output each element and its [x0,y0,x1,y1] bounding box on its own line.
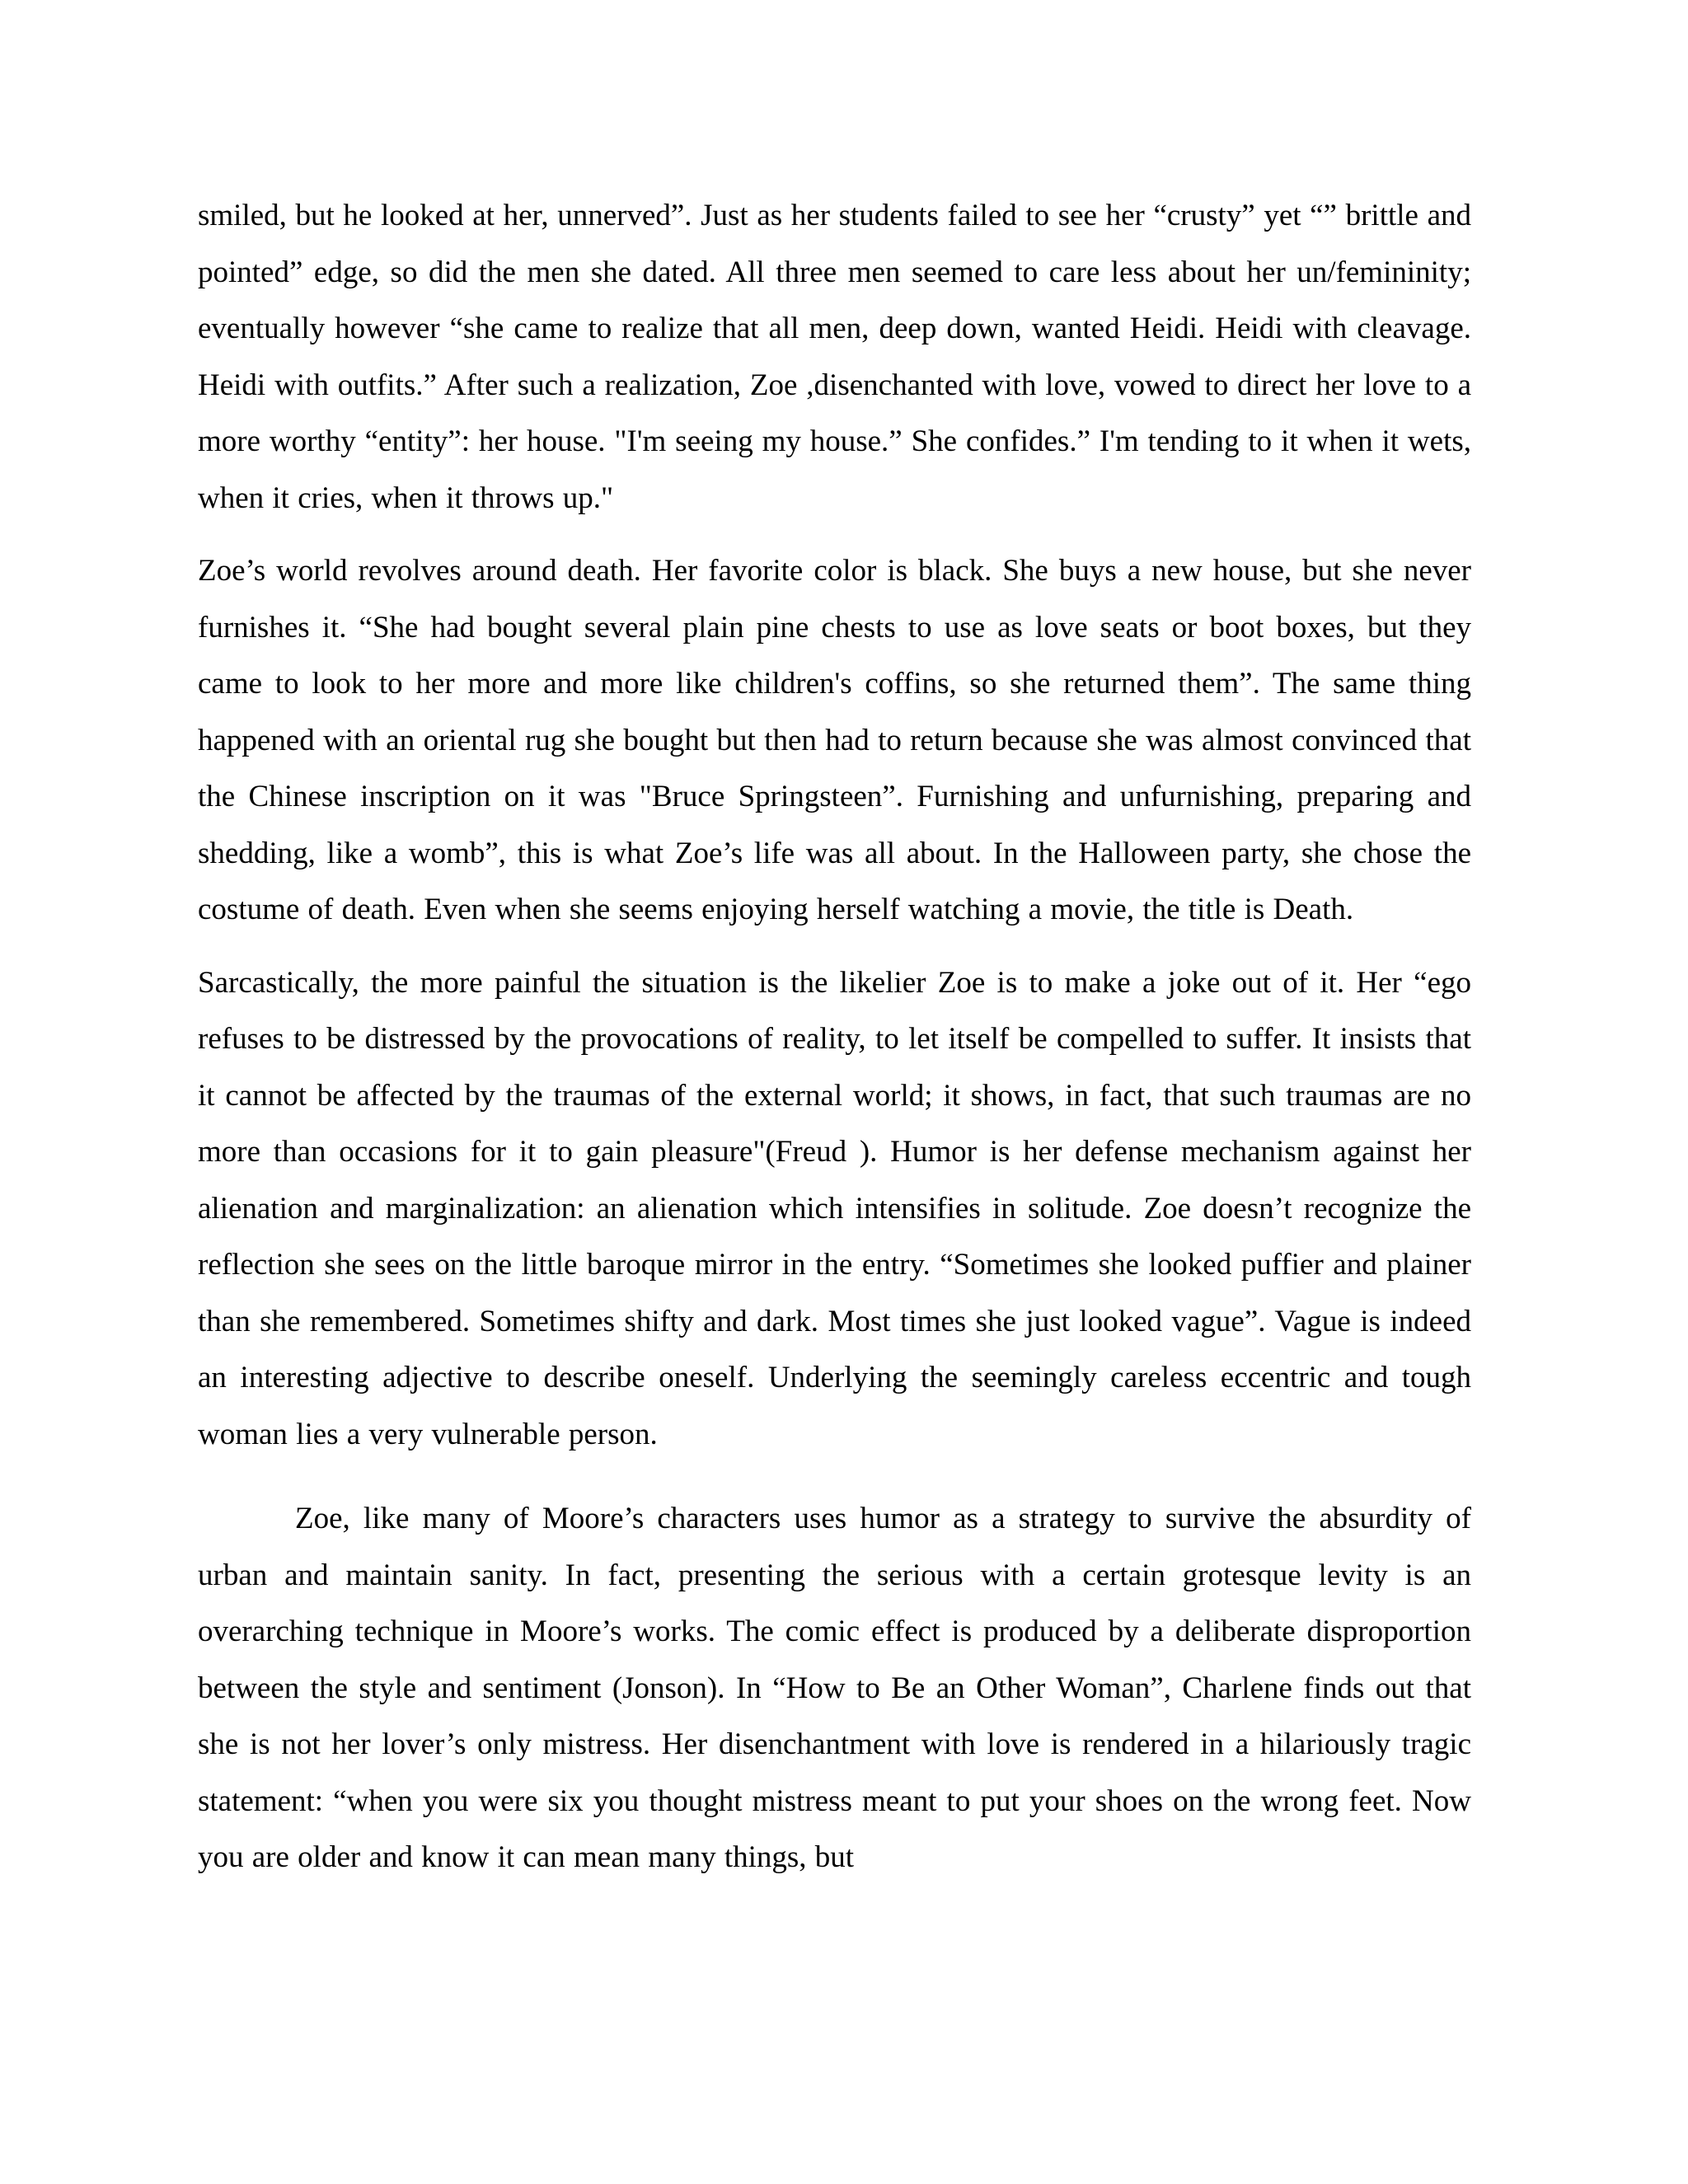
paragraph-4: Zoe, like many of Moore’s characters uses humor as a strategy to survive the absurdity of urban and maintain sanity. In fact, presenting the serious with a certain grotesque levity is an overarching technique in Moore’s works. The comic effect is produced by a deliberate disproportion between the style and sentiment (Jonson). In “How to Be an Other Woman”, Charlene finds out that she is not her lover’s only mistress. Her disenchantment with love is rendered in a hilariously tragic statement: “when you were six you thought mistress meant to put your shoes on the wrong feet. Now you are older and know it can mean many things, but [198,1502,1471,1874]
body-text [198,188,1471,1886]
paragraph-1: smiled, but he looked at her, unnerved”. Just as her students failed to see her “crusty” yet “” brittle and pointed” edge, so did the men she dated. All three men seemed to care less about her un/femininity; eventually however “she came to realize that all men, deep down, wanted Heidi. Heidi with cleavage. Heidi with outfits.” After such a realization, Zoe ,disenchanted with love, vowed to direct her love to a more worthy “entity”: her house. "I'm seeing my house.” She confides.” I'm tending to it when it wets, when it cries, when it throws up." [198,199,1471,515]
paragraph-2: Zoe’s world revolves around death. Her favorite color is black. She buys a new house, but she never furnishes it. “She had bought several plain pine chests to use as love seats or boot boxes, but they came to look to her more and more like children's coffins, so she returned them”. The same thing happened with an oriental rug she bought but then had to return because she was almost convinced that the Chinese inscription on it was "Bruce Springsteen”. Furnishing and unfurnishing, preparing and shedding, like a womb”, this is what Zoe’s life was all about. In the Halloween party, she chose the costume of death. Even when she seems enjoying herself watching a movie, the title is Death. [198,554,1471,926]
paragraph-3: Sarcastically, the more painful the situation is the likelier Zoe is to make a joke out of it. Her “ego refuses to be distressed by the provocations of reality, to let itself be compelled to suffer. It insists that it cannot be affected by the traumas of the external world; it shows, in fact, that such traumas are no more than occasions for it to gain pleasure"(Freud ). Humor is her defense mechanism against her alienation and marginalization: an alienation which intensifies in solitude. Zoe doesn’t recognize the reflection she sees on the little baroque mirror in the entry. “Sometimes she looked puffier and plainer than she remembered. Sometimes shifty and dark. Most times she just looked vague”. Vague is indeed an interesting adjective to describe oneself. Underlying the seemingly careless eccentric and tough woman lies a very vulnerable person. [198,965,1471,1451]
